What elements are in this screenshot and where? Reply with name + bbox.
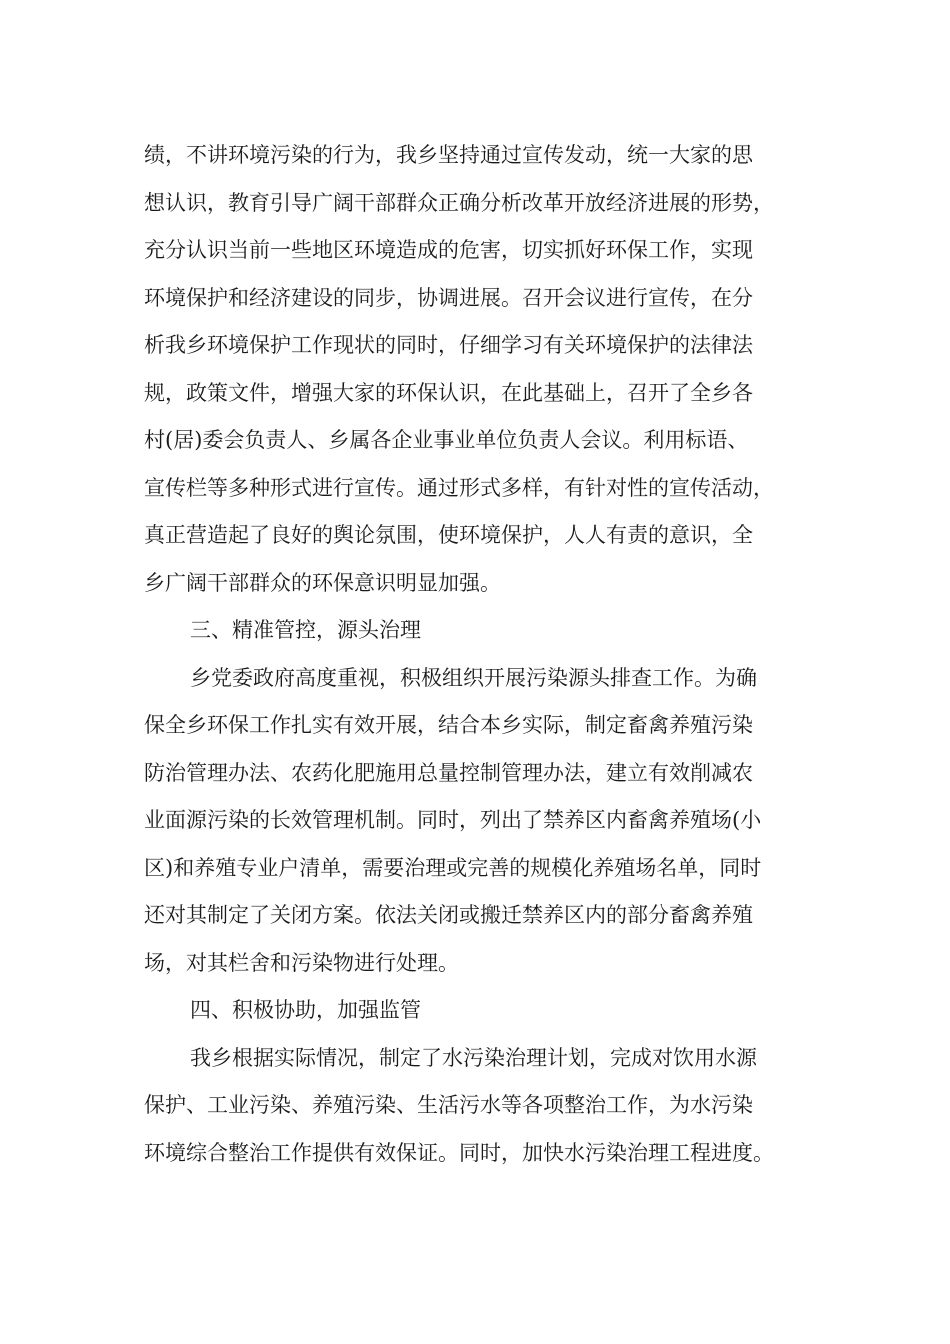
text-line: 乡广阔干部群众的环保意识明显加强。 [144, 570, 501, 595]
paragraph-source-control [144, 655, 824, 988]
text-line: 环境综合整治工作提供有效保证。同时，加快水污染治理工程进度。 [144, 1140, 774, 1165]
paragraph-environment-publicity [144, 132, 824, 607]
text-line: 想认识，教育引导广阔干部群众正确分析改革开放经济进展的形势， [144, 190, 774, 215]
text-line: 真正营造起了良好的舆论氛围，使环境保护，人人有责的意识，全 [144, 523, 753, 547]
text-line: 场，对其栏舍和污染物进行处理。 [144, 950, 459, 975]
text-line: 保全乡环保工作扎实有效开展，结合本乡实际，制定畜禽养殖污染 [144, 713, 753, 737]
text-line: 宣传栏等多种形式进行宣传。通过形式多样，有针对性的宣传活动， [144, 475, 774, 500]
text-line: 村(居)委会负责人、乡属各企业事业单位负责人会议。利用标语、 [144, 428, 749, 452]
paragraph-water-pollution [144, 1035, 824, 1178]
document-body [144, 132, 824, 1177]
text-line: 绩，不讲环境污染的行为，我乡坚持通过宣传发动，统一大家的思 [144, 143, 753, 167]
text-line: 乡党委政府高度重视，积极组织开展污染源头排查工作。为确 [190, 665, 757, 690]
text-line: 充分认识当前一些地区环境造成的危害，切实抓好环保工作，实现 [144, 238, 753, 262]
text-line: 规，政策文件，增强大家的环保认识，在此基础上，召开了全乡各 [144, 380, 753, 405]
section-heading-3: 三、精准管控，源头治理 [190, 618, 421, 642]
text-line: 业面源污染的长效管理机制。同时，列出了禁养区内畜禽养殖场(小 [144, 808, 762, 832]
section-heading-4: 四、积极协助，加强监管 [190, 998, 421, 1022]
text-line: 环境保护和经济建设的同步，协调进展。召开会议进行宣传，在分 [144, 285, 753, 310]
text-line: 还对其制定了关闭方案。依法关闭或搬迁禁养区内的部分畜禽养殖 [144, 903, 753, 927]
text-line: 防治管理办法、农药化肥施用总量控制管理办法，建立有效削减农 [144, 760, 753, 785]
text-line: 析我乡环境保护工作现状的同时，仔细学习有关环境保护的法律法 [144, 333, 753, 357]
text-line: 我乡根据实际情况，制定了水污染治理计划，完成对饮用水源 [190, 1045, 757, 1070]
text-line: 区)和养殖专业户清单，需要治理或完善的规模化养殖场名单，同时 [144, 855, 762, 880]
text-line: 保护、工业污染、养殖污染、生活污水等各项整治工作，为水污染 [144, 1093, 753, 1117]
